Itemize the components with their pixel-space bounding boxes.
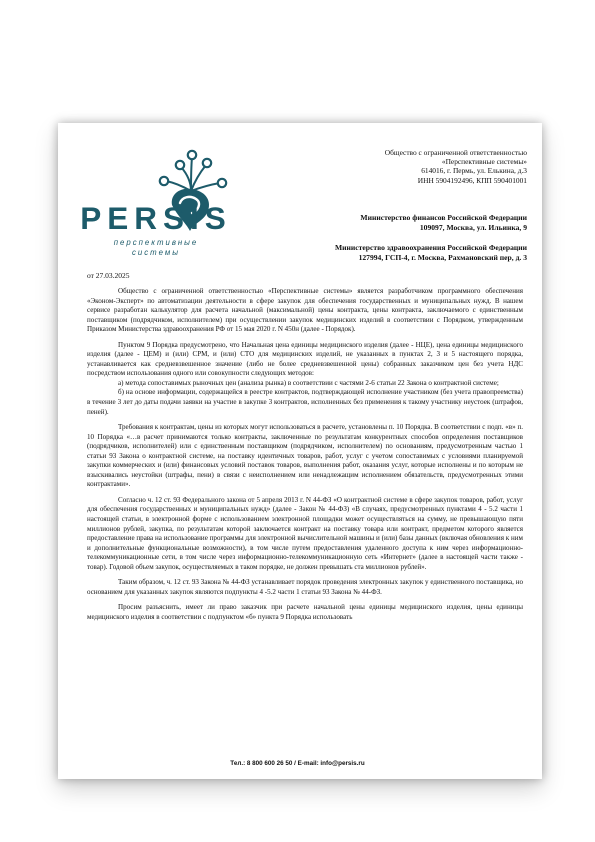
logo-subtitle-line2: системы: [132, 247, 180, 257]
recipient-address: 127994, ГСП-4, г. Москва, Рахмановский пер, д. 3: [358, 252, 527, 262]
recipient-minfin: [227, 213, 527, 232]
paragraph-item-b: б) на основе информации, содержащейся в реестре контрактов, подтверждающей исполнение участником (без учета правопреемства) в течение 3 лет до даты подачи заявки на участие в закупке 3 контрактов, исполненных без применения к такому участнику неустоек (штрафов, пеней).: [87, 388, 523, 416]
recipient-minzdrav: [227, 243, 527, 262]
paragraph: Просим разъяснить, имеет ли право заказчик при расчете начальной цены единицы медицинского изделия, цены единицы медицинского изделия в соответствии с подпунктом «б» пункта 9 Порядка использовать: [87, 603, 523, 621]
sender-line: Общество с ограниченной ответственностью: [384, 148, 527, 157]
paragraph-item-a: а) метода сопоставимых рыночных цен (анализа рынка) в соответствии с частями 2-6 статьи 22 Закона о контрактной системе;: [118, 378, 499, 387]
sender-line: 614016, г. Пермь, ул. Елькина, д.3: [421, 166, 527, 176]
paragraph: Требования к контрактам, цены из которых могут использоваться в расчете, установлены п. 10 Порядка. В соответствии с подп. «в» п. 10 Порядка «…в расчет принимаются только контракты, заключенные по результатам конкурентных способов определения поставщиков (подрядчиков, исполнителей) или с единственным поставщиком (подрядчиком, исполнителем) по основаниям, предусмотренным частью 1 статьи 93 Закона о контрактной системе, на поставку идентичных товаров, работ, услуг с учетом сопоставимых с условиями планируемой закупки коммерческих и (или) финансовых условий поставок товаров, выполнения работ, оказания услуг, которые исполнены и по которым не взыскивались неустойки (штрафы, пени) в связи с неисполнением или ненадлежащим исполнением обязательств, предусмотренных этими контрактами».: [87, 423, 523, 489]
logo-wordmark: PERSIS: [80, 200, 232, 236]
paragraph: Согласно ч. 12 ст. 93 Федерального закона от 5 апреля 2013 г. N 44-ФЗ «О контрактной системе в сфере закупок товаров, работ, услуг для обеспечения государственных и муниципальных нужд» (далее - Закон № 44-ФЗ) «В случаях, предусмотренных пунктами 4 - 5.2 части 1 настоящей статьи, в электронной форме с использованием электронной площадки может осуществляться на сумму, не превышающую пяти миллионов рублей, закупка, по результатам которой заключается контракт на поставку товара или контракт, предметом которого является предоставление права на использование программы для электронной вычислительной машины и (или) базы данных (включая обновления к ним и дополнительные функциональные возможности), в том числе путем предоставления удаленного доступа к ним через информационно-телекоммуникационные сети, в том числе через информационно-телекоммуникационную сеть «Интернет» (далее в настоящей части также - товар). Годовой объем закупок, осуществляемых в таком порядке, не должен превышать ста миллионов рублей».: [87, 495, 523, 571]
letter-body: [87, 287, 523, 629]
paragraph: Таким образом, ч. 12 ст. 93 Закона № 44-ФЗ устанавливает порядок проведения электронных закупок у единственного поставщика, но основанием для указанных закупок являются подпункты 4 -5.2 части 1 статьи 93 Закона № 44-ФЗ.: [87, 578, 523, 596]
sender-block: [307, 148, 527, 185]
sender-line: «Перспективные системы»: [441, 157, 527, 167]
letter-date: от 27.03.2025: [87, 271, 130, 280]
logo-subtitle: [96, 238, 216, 257]
recipient-address: 109097, Москва, ул. Ильинка, 9: [419, 222, 527, 232]
recipient-name: Министерство здравоохранения Российской Федерации: [335, 243, 527, 252]
sender-line: ИНН 5904192496, КПП 590401001: [417, 175, 527, 185]
paragraph: Общество с ограниченной ответственностью «Перспективные системы» является разработчиком программного обеспечения «Эконом-Эксперт» по автоматизации деятельности в сфере закупок для обеспечения государственных и муниципальных нужд. В нашем сервисе разработан калькулятор для расчета начальной (максимальной) цены контракта, цены контракта, заключаемого с единственным поставщиком (подрядчиком, исполнителем) при осуществлении закупок медицинских изделий в соответствии с Порядком, утвержденным Приказом Министерства здравоохранения РФ от 15 мая 2020 г. N 450н (далее - Порядок).: [87, 287, 523, 334]
paragraph: Пунктом 9 Порядка предусмотрено, что Начальная цена единицы медицинского изделия (далее - НЦЕ), цена единицы медицинского изделия (далее - ЦЕМ) и (или) СРМ, и (или) СТО для медицинских изделий, не указанных в пунктах 2, 3 и 5 настоящего порядка, устанавливается как средневзвешенное значение (либо не более средневзвешенной цены) собранных заказчиком цен без учета НДС посредством использования одного или совокупности следующих методов:: [87, 340, 523, 378]
logo-subtitle-line1: перспективные: [113, 238, 199, 247]
footer-contacts: Тел.: 8 800 600 26 50 / E-mail: info@persis.ru: [230, 760, 365, 767]
recipient-name: Министерство финансов Российской Федерации: [360, 213, 527, 222]
